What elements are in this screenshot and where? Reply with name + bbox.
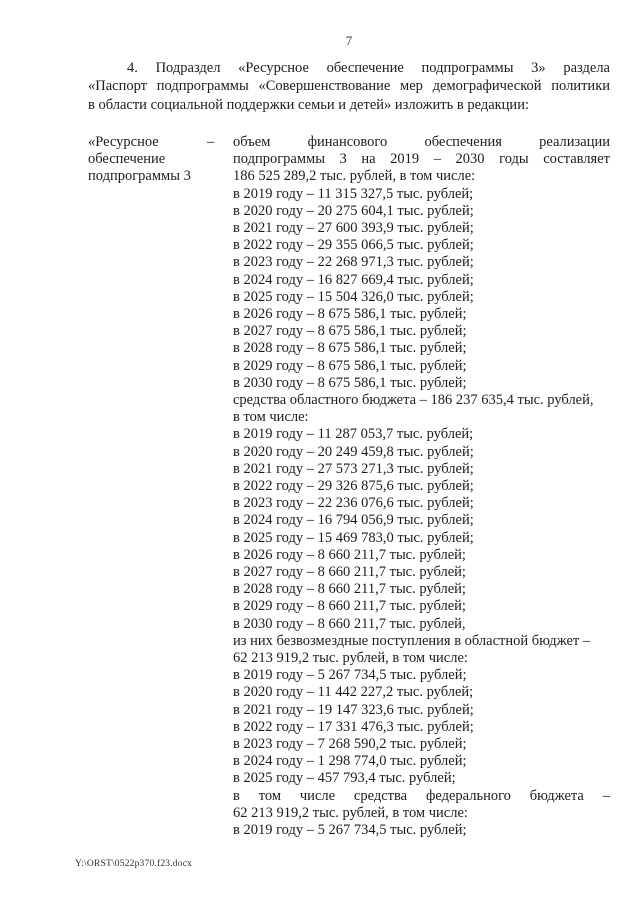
page-number: 7 (345, 33, 353, 48)
definition-line: в 2025 году – 15 469 783,0 тыс. рублей; (233, 529, 474, 546)
definition-line: в 2025 году – 457 793,4 тыс. рублей; (233, 770, 456, 787)
paragraph-line: в области социальной поддержки семьи и детей» изложить в редакции: (88, 96, 529, 113)
definition-line: в 2030 году – 8 675 586,1 тыс. рублей; (233, 374, 467, 391)
definition-line: в 2023 году – 22 268 971,3 тыс. рублей; (233, 254, 474, 271)
intro-paragraph (88, 59, 610, 114)
entry-dash: – (207, 133, 215, 150)
definition-line: в 2020 году – 20 249 459,8 тыс. рублей; (233, 443, 474, 460)
definition-line: в 2030 году – 8 660 211,7 тыс. рублей, (233, 615, 466, 632)
definition-line: в 2029 году – 8 675 586,1 тыс. рублей; (233, 357, 467, 374)
definition-line: в 2020 году – 11 442 227,2 тыс. рублей; (233, 684, 474, 701)
definition-line: в 2022 году – 17 331 476,3 тыс. рублей; (233, 718, 474, 735)
paragraph-line: 4. Подраздел «Ресурсное обеспечение подпрограммы 3» раздела (127, 60, 610, 76)
definition-line: в 2026 году – 8 675 586,1 тыс. рублей; (233, 305, 467, 322)
definition-line: в том числе средства федерального бюджета – (233, 787, 610, 804)
term-line: обеспечение (88, 151, 166, 168)
definition-line: в 2028 году – 8 660 211,7 тыс. рублей; (233, 581, 466, 598)
definition-line: в том числе: (233, 409, 309, 426)
definition-line: в 2019 году – 11 287 053,7 тыс. рублей; (233, 426, 474, 443)
definition-line: в 2021 году – 27 600 393,9 тыс. рублей; (233, 219, 474, 236)
definition-line: в 2027 году – 8 675 586,1 тыс. рублей; (233, 323, 467, 340)
definition-line: в 2021 году – 19 147 323,6 тыс. рублей; (233, 701, 474, 718)
file-path-footer: Y:\ORST\0522p370.f23.docx (75, 859, 193, 869)
definition-line: в 2028 году – 8 675 586,1 тыс. рублей; (233, 340, 467, 357)
definition-line: в 2029 году – 8 660 211,7 тыс. рублей; (233, 598, 466, 615)
definition-line: в 2019 году – 5 267 734,5 тыс. рублей; (233, 822, 467, 839)
definition-line: в 2020 году – 20 275 604,1 тыс. рублей; (233, 202, 474, 219)
definition-line: из них безвозмездные поступления в областной бюджет – (233, 632, 591, 649)
definition-line: в 2024 году – 1 298 774,0 тыс. рублей; (233, 753, 467, 770)
entry-term (88, 134, 207, 839)
page-content (88, 0, 610, 839)
definition-line: объем финансового обеспечения реализации (233, 133, 610, 150)
definition-line: средства областного бюджета – 186 237 635,4 тыс. рублей, (233, 391, 594, 408)
definition-line: подпрограммы 3 на 2019 – 2030 годы составляет (233, 151, 610, 168)
definition-line: в 2027 году – 8 660 211,7 тыс. рублей; (233, 563, 466, 580)
paragraph-line: «Паспорт подпрограммы «Совершенствование мер демографической политики (88, 78, 610, 95)
term-line: «Ресурсное (88, 133, 159, 150)
definition-line: 62 213 919,2 тыс. рублей, в том числе: (233, 804, 468, 821)
definition-line: 186 525 289,2 тыс. рублей, в том числе: (233, 168, 476, 185)
definition-line: в 2019 году – 5 267 734,5 тыс. рублей; (233, 667, 467, 684)
definition-line: в 2023 году – 22 236 076,6 тыс. рублей; (233, 495, 474, 512)
passport-entry (88, 134, 610, 839)
definition-line: 62 213 919,2 тыс. рублей, в том числе: (233, 649, 468, 666)
term-line: подпрограммы 3 (88, 168, 191, 185)
definition-line: в 2026 году – 8 660 211,7 тыс. рублей; (233, 546, 466, 563)
definition-line: в 2022 году – 29 326 875,6 тыс. рублей; (233, 477, 474, 494)
definition-line: в 2024 году – 16 827 669,4 тыс. рублей; (233, 271, 474, 288)
definition-line: в 2022 году – 29 355 066,5 тыс. рублей; (233, 237, 474, 254)
definition-line: в 2024 году – 16 794 056,9 тыс. рублей; (233, 512, 474, 529)
definition-line: в 2025 году – 15 504 326,0 тыс. рублей; (233, 288, 474, 305)
entry-definition (233, 134, 610, 839)
definition-line: в 2021 году – 27 573 271,3 тыс. рублей; (233, 460, 474, 477)
definition-line: в 2019 году – 11 315 327,5 тыс. рублей; (233, 185, 474, 202)
definition-line: в 2023 году – 7 268 590,2 тыс. рублей; (233, 736, 467, 752)
